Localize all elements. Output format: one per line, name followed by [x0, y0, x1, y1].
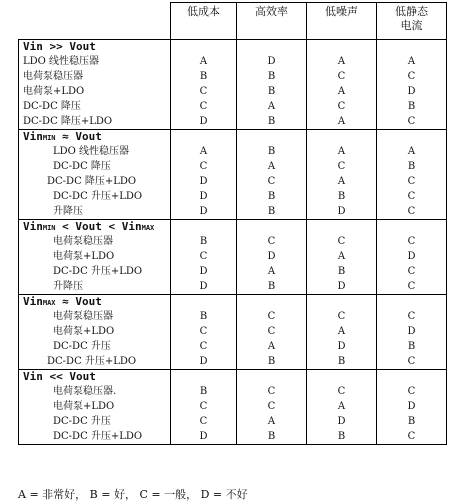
rating-cell: [377, 40, 447, 130]
rating-value: A: [337, 401, 346, 412]
rating-value: C: [407, 176, 416, 187]
rating-cell: [377, 130, 447, 220]
rating-value: D: [267, 56, 276, 67]
rating-value: A: [407, 146, 416, 157]
comparison-table: [18, 2, 447, 445]
regulator-label: 电荷泵稳压器: [23, 71, 83, 82]
rating-value: C: [199, 326, 208, 337]
rating-value: A: [267, 266, 276, 277]
rating-value: B: [337, 431, 346, 442]
rating-value: C: [407, 281, 416, 292]
rating-value: C: [407, 266, 416, 277]
rating-value: C: [407, 116, 416, 127]
rating-value: B: [199, 71, 208, 82]
rating-value: A: [199, 56, 208, 67]
rating-value: B: [267, 86, 276, 97]
rating-value: D: [407, 401, 416, 412]
section-label-cell: [19, 220, 171, 295]
rating-value: C: [337, 386, 346, 397]
rating-value: C: [199, 341, 208, 352]
section-label-cell: [19, 370, 171, 445]
rating-value: A: [337, 146, 346, 157]
header-text: 低静态: [395, 5, 428, 18]
header-high-efficiency: 高效率: [237, 3, 307, 40]
regulator-label: 升降压: [53, 206, 83, 217]
section-label-cell: [19, 295, 171, 370]
rating-cell: [307, 130, 377, 220]
rating-cell: [237, 130, 307, 220]
section-title: Vin >> Vout: [23, 40, 96, 53]
rating-value: C: [337, 236, 346, 247]
rating-value: B: [199, 311, 208, 322]
rating-value: B: [267, 191, 276, 202]
regulator-label: DC-DC 升压+LDO: [47, 356, 137, 367]
rating-value: C: [407, 386, 416, 397]
header-text: 电流: [400, 19, 423, 32]
rating-value: D: [337, 416, 346, 427]
rating-value: D: [407, 86, 416, 97]
rating-cell: [307, 295, 377, 370]
rating-value: B: [267, 356, 276, 367]
rating-cell: [171, 130, 237, 220]
rating-value: A: [337, 116, 346, 127]
rating-value: D: [199, 116, 208, 127]
rating-value: C: [337, 71, 346, 82]
rating-value: C: [199, 416, 208, 427]
rating-value: D: [199, 431, 208, 442]
rating-value: B: [337, 266, 346, 277]
rating-value: B: [407, 101, 416, 112]
regulator-label: 电荷泵+LDO: [53, 401, 115, 412]
regulator-label: DC-DC 降压: [23, 101, 81, 112]
rating-value: B: [407, 161, 416, 172]
legend-note: A = 非常好， B = 好， C = 一般， D = 不好: [18, 488, 248, 501]
section-title: VinMAX ≈ Vout: [23, 295, 102, 308]
rating-cell: [171, 295, 237, 370]
rating-value: B: [267, 206, 276, 217]
rating-cell: [171, 220, 237, 295]
rating-value: A: [337, 251, 346, 262]
rating-value: D: [199, 281, 208, 292]
rating-value: C: [407, 71, 416, 82]
regulator-label: DC-DC 升压+LDO: [53, 431, 143, 442]
rating-value: B: [267, 116, 276, 127]
regulator-label: 电荷泵稳压器: [53, 311, 113, 322]
rating-value: D: [407, 326, 416, 337]
rating-value: C: [199, 251, 208, 262]
rating-value: C: [267, 236, 276, 247]
rating-value: A: [267, 161, 276, 172]
rating-value: B: [407, 416, 416, 427]
rating-cell: [307, 40, 377, 130]
section-label-cell: [19, 130, 171, 220]
rating-value: D: [267, 251, 276, 262]
regulator-label: LDO 线性稳压器: [53, 146, 130, 157]
regulator-label: DC-DC 升压+LDO: [53, 191, 143, 202]
regulator-label: DC-DC 升压: [53, 341, 111, 352]
rating-value: C: [267, 311, 276, 322]
rating-cell: [307, 370, 377, 445]
header-corner: [19, 3, 171, 40]
rating-cell: [237, 370, 307, 445]
rating-value: B: [199, 386, 208, 397]
rating-value: A: [267, 101, 276, 112]
regulator-label: 电荷泵稳压器: [53, 236, 113, 247]
rating-value: C: [199, 86, 208, 97]
rating-cell: [171, 370, 237, 445]
rating-value: D: [337, 281, 346, 292]
rating-value: C: [267, 176, 276, 187]
section-row: [19, 370, 447, 445]
rating-value: A: [337, 86, 346, 97]
rating-cell: [377, 370, 447, 445]
section-row: [19, 130, 447, 220]
header-low-noise: 低噪声: [307, 3, 377, 40]
rating-value: C: [199, 101, 208, 112]
section-row: [19, 220, 447, 295]
section-title: VinMIN ≈ Vout: [23, 130, 102, 143]
rating-value: D: [199, 356, 208, 367]
regulator-label: LDO 线性稳压器: [23, 56, 100, 67]
rating-value: C: [267, 401, 276, 412]
rating-cell: [171, 40, 237, 130]
rating-value: D: [199, 206, 208, 217]
header-low-quiescent-current: [377, 3, 447, 40]
rating-value: C: [407, 191, 416, 202]
rating-value: D: [337, 206, 346, 217]
regulator-label: DC-DC 降压+LDO: [47, 176, 137, 187]
rating-cell: [237, 295, 307, 370]
rating-value: C: [407, 356, 416, 367]
rating-value: B: [267, 71, 276, 82]
header-low-cost: 低成本: [171, 3, 237, 40]
section-label-cell: [19, 40, 171, 130]
rating-value: C: [337, 161, 346, 172]
rating-cell: [237, 40, 307, 130]
rating-value: C: [407, 206, 416, 217]
rating-value: A: [337, 56, 346, 67]
rating-value: C: [407, 311, 416, 322]
rating-cell: [377, 220, 447, 295]
rating-value: B: [267, 146, 276, 157]
rating-value: A: [407, 56, 416, 67]
rating-value: A: [337, 326, 346, 337]
regulator-label: 电荷泵+LDO: [23, 86, 85, 97]
rating-value: D: [337, 341, 346, 352]
rating-value: B: [199, 236, 208, 247]
section-row: [19, 40, 447, 130]
rating-value: B: [267, 431, 276, 442]
regulator-label: DC-DC 降压: [53, 161, 111, 172]
rating-value: D: [199, 176, 208, 187]
rating-value: A: [337, 176, 346, 187]
rating-value: C: [337, 311, 346, 322]
rating-value: C: [199, 401, 208, 412]
rating-value: C: [267, 386, 276, 397]
rating-value: C: [337, 101, 346, 112]
rating-cell: [377, 295, 447, 370]
rating-value: B: [407, 341, 416, 352]
regulator-label: 电荷泵稳压器.: [53, 386, 117, 397]
rating-value: D: [199, 266, 208, 277]
rating-value: C: [267, 326, 276, 337]
rating-value: C: [407, 236, 416, 247]
rating-cell: [307, 220, 377, 295]
rating-value: B: [337, 356, 346, 367]
regulator-label: DC-DC 升压: [53, 416, 111, 427]
regulator-label: 电荷泵+LDO: [53, 326, 115, 337]
rating-value: A: [199, 146, 208, 157]
regulator-label: 电荷泵+LDO: [53, 251, 115, 262]
regulator-label: DC-DC 降压+LDO: [23, 116, 113, 127]
regulator-label: 升降压: [53, 281, 83, 292]
section-title: VinMIN < Vout < VinMAX: [23, 220, 155, 233]
regulator-label: DC-DC 升压+LDO: [53, 266, 143, 277]
rating-value: D: [407, 251, 416, 262]
section-row: [19, 295, 447, 370]
rating-value: B: [267, 281, 276, 292]
rating-value: A: [267, 341, 276, 352]
rating-value: C: [199, 161, 208, 172]
rating-value: A: [267, 416, 276, 427]
rating-cell: [237, 220, 307, 295]
rating-value: B: [337, 191, 346, 202]
header-row: [19, 3, 447, 40]
rating-value: D: [199, 191, 208, 202]
section-title: Vin << Vout: [23, 370, 96, 383]
rating-value: C: [407, 431, 416, 442]
